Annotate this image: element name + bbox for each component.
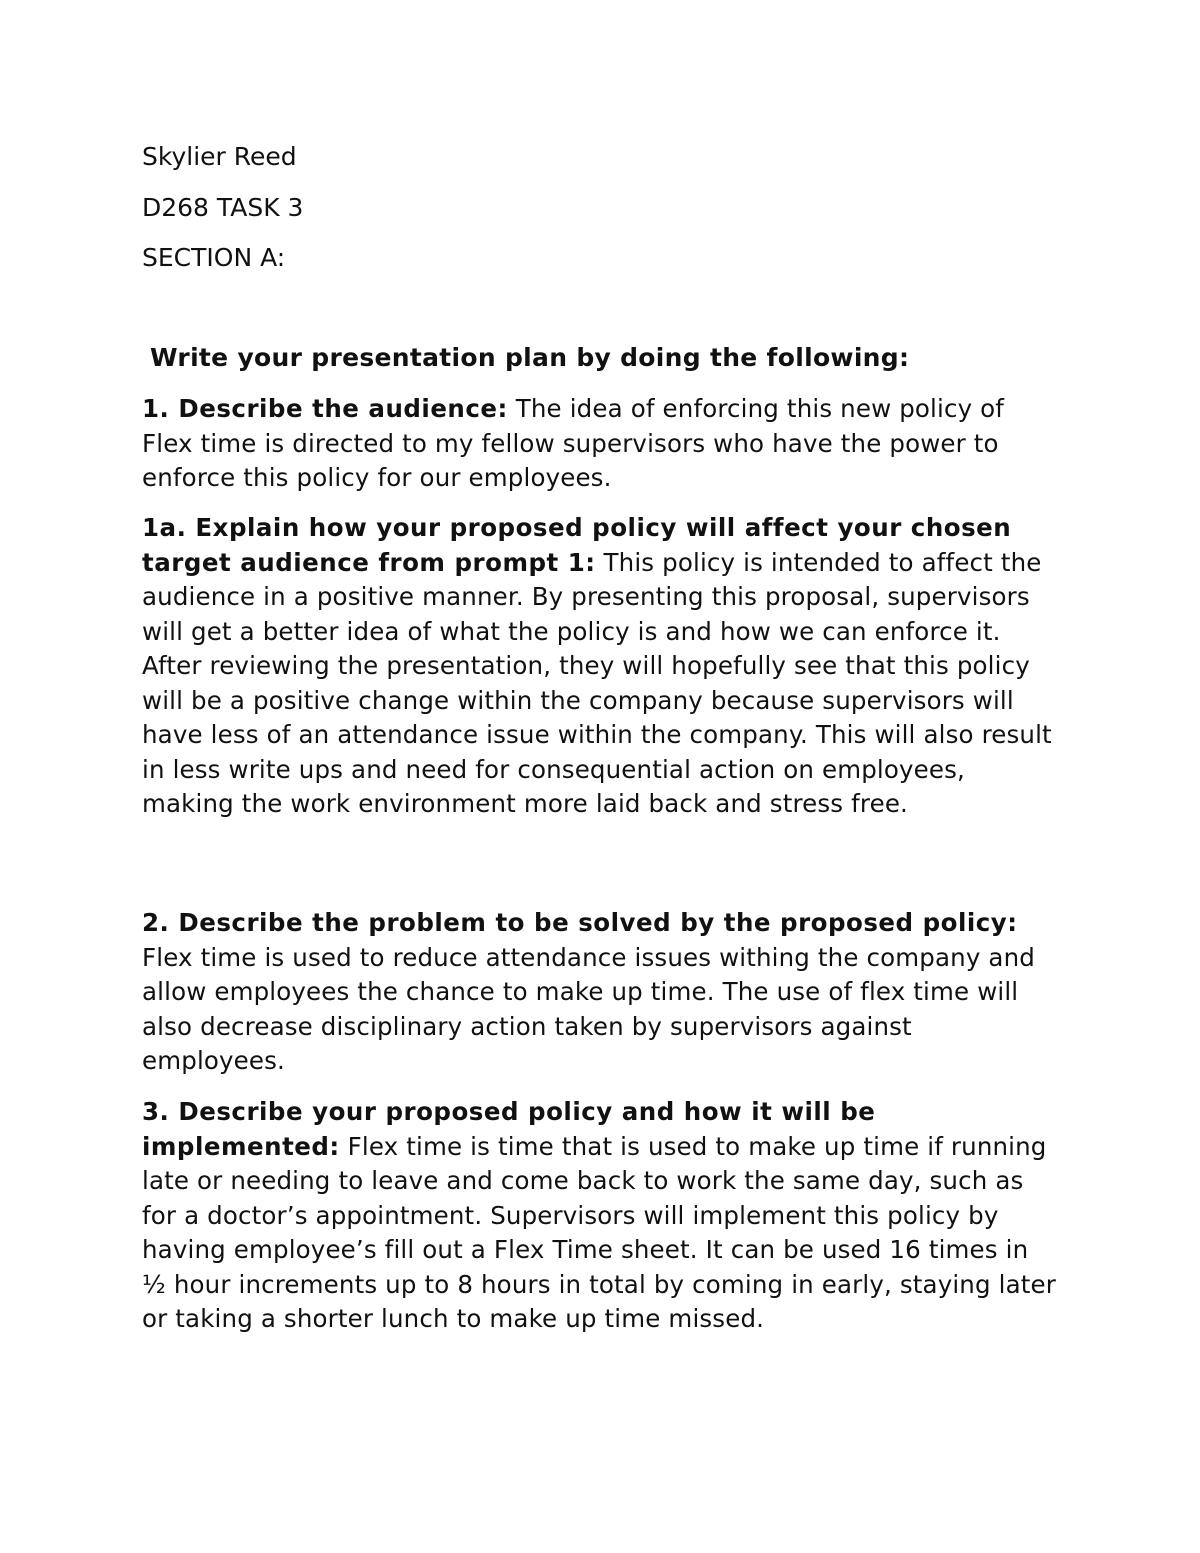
course-title: D268 TASK 3 xyxy=(142,193,304,222)
prompt-item-2-heading: 2. Describe the problem to be solved by the proposed policy: xyxy=(142,908,1018,937)
prompt-item-2-answer: Flex time is used to reduce attendance issues withing the company and allow employees the chance to make up time. The use of flex time will also decrease disciplinary action taken by supervisors against employees. xyxy=(142,942,1035,1075)
prompt-item-1a-answer: This policy is intended to affect the audience in a positive manner. By presenting this proposal, supervisors will get a better idea of what the policy is and how we can enforce it. After reviewing the presentation, they will hopefully see that this policy will be a positive change within the company because supervisors will have less of an attendance issue within the company. This will also result in less write ups and need for consequential action on employees, making the work environment more laid back and stress free. xyxy=(142,547,1052,818)
author-name: Skylier Reed xyxy=(142,142,297,171)
prompt-item-3-answer: Flex time is time that is used to make up time if running late or needing to leave and come back to work the same day, such as for a doctor’s appointment. Supervisors will implement this policy by having employee’s fill out a Flex Time sheet. It can be used 16 times in ½ hour increments up to 8 hours in total by coming in early, staying later or taking a shorter lunch to make up time missed. xyxy=(142,1131,1056,1333)
prompt-item-2 xyxy=(142,906,1057,1079)
section-label: SECTION A: xyxy=(142,243,286,272)
prompt-item-1-heading: 1. Describe the audience: xyxy=(142,394,508,423)
prompt-item-3-heading: 3. Describe your proposed policy and how it will be implemented: xyxy=(142,1097,876,1161)
instruction-heading: Write your presentation plan by doing the following: xyxy=(150,343,910,372)
prompt-item-1 xyxy=(142,392,1057,496)
prompt-item-1-answer: The idea of enforcing this new policy of Flex time is directed to my fellow supervisors who have the power to enforce this policy for our employees. xyxy=(142,394,1005,492)
prompt-item-1a xyxy=(142,511,1057,822)
prompt-item-3 xyxy=(142,1095,1057,1337)
prompt-item-1a-heading: 1a. Explain how your proposed policy will affect your chosen target audience from prompt 1: xyxy=(142,513,1012,577)
